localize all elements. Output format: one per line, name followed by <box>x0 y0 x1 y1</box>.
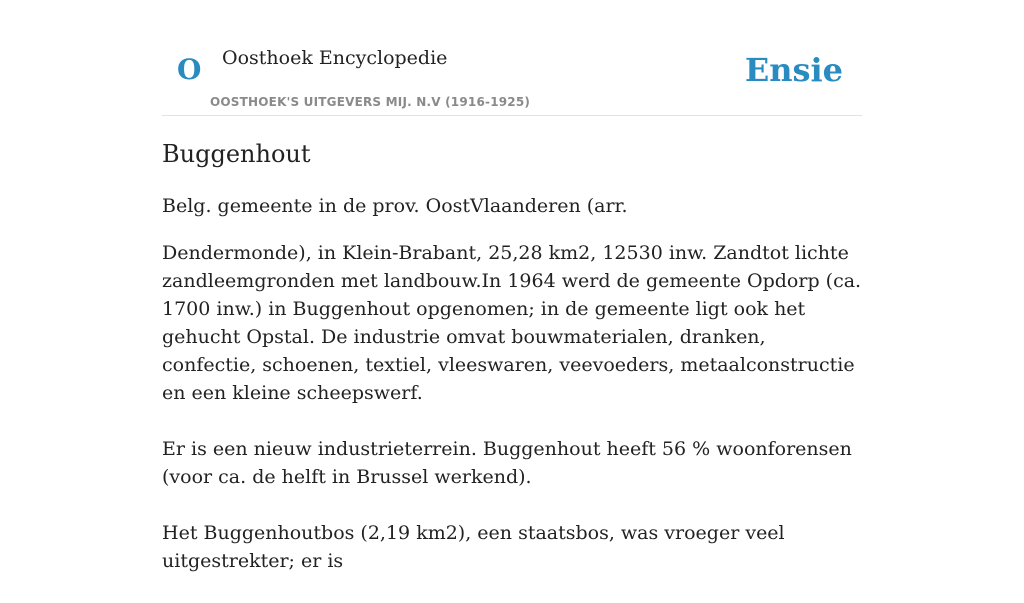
entry-paragraph: Er is een nieuw industrieterrein. Buggenhout heeft 56 % woonforensen (voor ca. de helft in Brussel werkend). <box>162 438 852 488</box>
content-container <box>162 0 862 572</box>
source-title-link[interactable]: Oosthoek Encyclopedie <box>222 47 448 69</box>
source-publisher: OOSTHOEK'S UITGEVERS MIJ. N.V (1916-1925) <box>210 95 531 109</box>
entry-paragraph: Belg. gemeente in de prov. OostVlaanderen (arr. <box>162 195 628 217</box>
source-logo[interactable]: O <box>177 53 202 86</box>
entry-body <box>162 192 862 603</box>
source-header <box>162 0 862 116</box>
entry-paragraph: Dendermonde), in Klein-Brabant, 25,28 km2, 12530 inw. Zandtot lichte zandleemgronden met landbouw.In 1964 werd de gemeente Opdorp (ca. 1700 inw.) in Buggenhout opgenomen; in de gemeente ligt ook het gehucht Opstal. De industrie omvat bouwmaterialen, dranken, confectie, schoenen, textiel, vleeswaren, veevoeders, metaalconstructie en een kleine scheepswerf. <box>162 242 862 404</box>
ensie-brand-logo[interactable]: Ensie <box>744 51 843 89</box>
entry-paragraph: Het Buggenhoutbos (2,19 km2), een staatsbos, was vroeger veel uitgestrekter; er is <box>162 522 785 572</box>
entry-title: Buggenhout <box>162 140 311 168</box>
